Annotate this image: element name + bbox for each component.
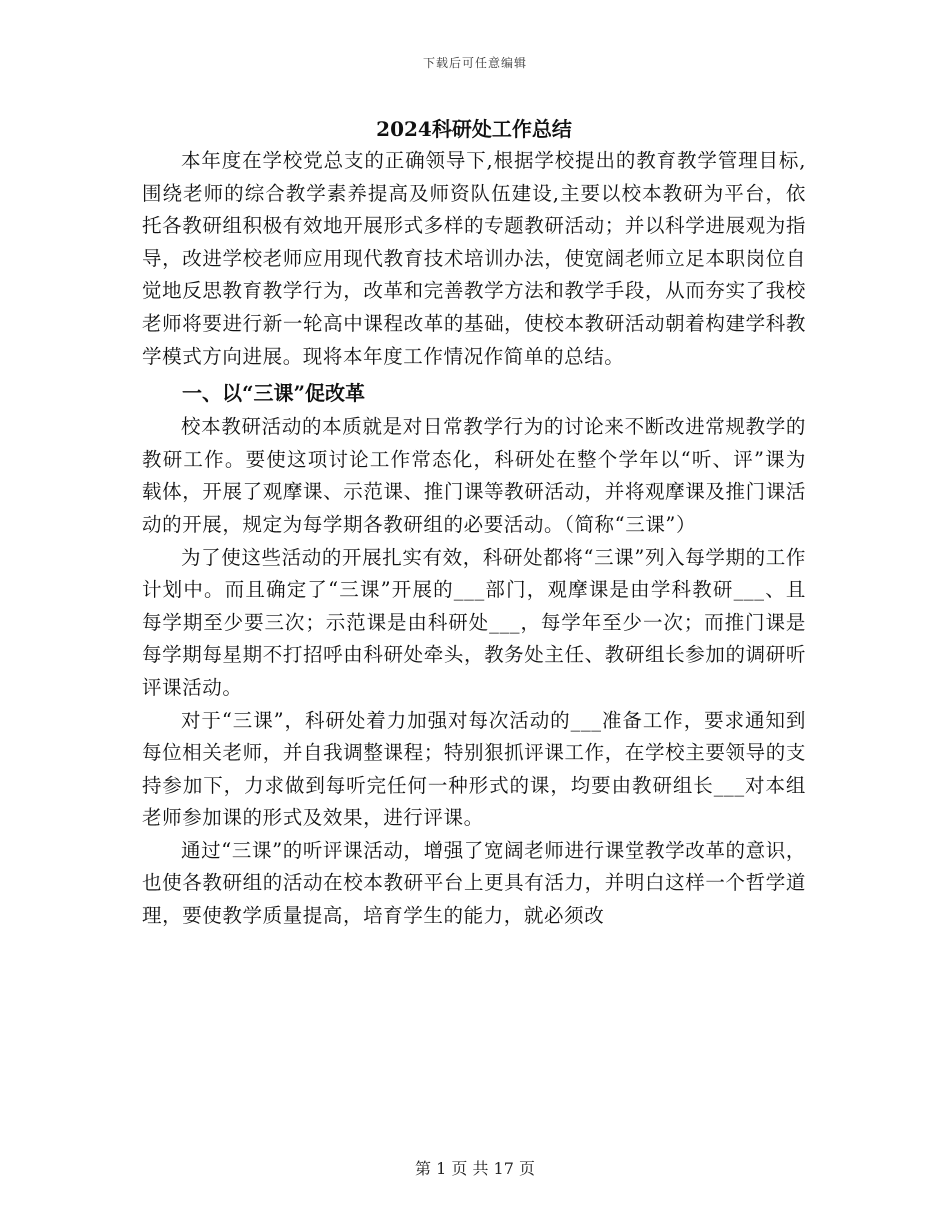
document-body	[142, 113, 806, 933]
section-heading: 一、以“三课”促改革	[182, 381, 366, 406]
document-title: 2024科研处工作总结	[376, 117, 572, 141]
page-footer: 第 1 页 共 17 页	[415, 1159, 535, 1178]
section-paragraph-2: 为了使这些活动的开展扎实有效，科研处都将“三课”列入每学期的工作计划中。而且确定了“三课”开展的___部门，观摩课是由学科教研___、且每学期至少要三次；示范课是由科研处___，每学年至少一次；而推门课是每学期每星期不打招呼由科研处牵头，教务处主任、教研组长参加的调研听评课活动。	[142, 545, 806, 699]
page-header: 下载后可任意编辑	[422, 56, 527, 70]
section-paragraph-4: 通过“三课”的听评课活动，增强了宽阔老师进行课堂教学改革的意识，也使各教研组的活动在校本教研平台上更具有活力，并明白这样一个哲学道理，要使教学质量提高，培育学生的能力，就必须改	[142, 838, 806, 928]
section-paragraph-3: 对于“三课”，科研处着力加强对每次活动的___准备工作，要求通知到每位相关老师，并自我调整课程；特别狠抓评课工作，在学校主要领导的支持参加下，力求做到每听完任何一种形式的课，均要由教研组长___对本组老师参加课的形式及效果，进行评课。	[142, 708, 806, 830]
section-paragraph-1: 校本教研活动的本质就是对日常教学行为的讨论来不断改进常规教学的教研工作。要使这项讨论工作常态化，科研处在整个学年以“听、评”课为载体，开展了观摩课、示范课、推门课等教研活动，并将观摩课及推门课活动的开展，规定为每学期各教研组的必要活动。（简称“三课”）	[142, 415, 806, 536]
intro-paragraph: 本年度在学校党总支的正确领导下,根据学校提出的教育教学管理目标,围绕老师的综合教学素养提高及师资队伍建设,主要以校本教研为平台，依托各教研组积极有效地开展形式多样的专题教研活动；并以科学进展观为指导，改进学校老师应用现代教育技术培训办法，使宽阔老师立足本职岗位自觉地反思教育教学行为，改革和完善教学方法和教学手段，从而夯实了我校老师将要进行新一轮高中课程改革的基础，使校本教研活动朝着构建学科教学模式方向进展。现将本年度工作情况作简单的总结。	[142, 149, 806, 368]
